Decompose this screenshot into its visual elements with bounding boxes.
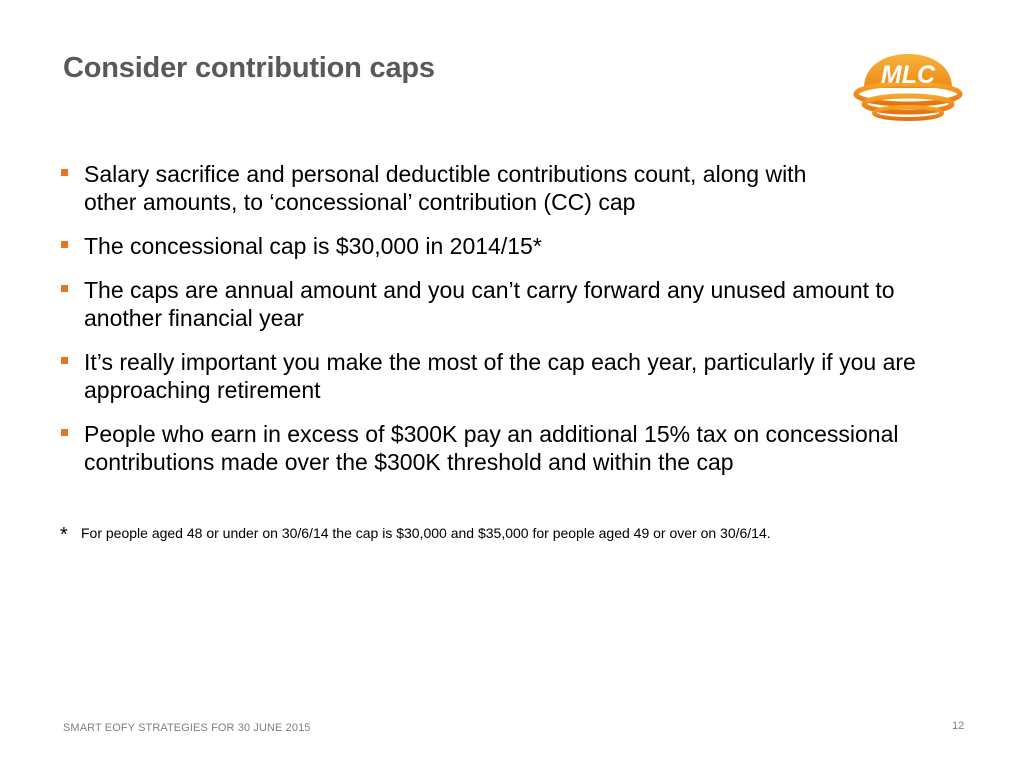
bullet-text: Salary sacrifice and personal deductible contributions count, along with other amounts, to ‘concessional’ contribution (CC) cap: [84, 161, 807, 215]
square-bullet-icon: [61, 169, 68, 176]
footer-text: SMART EOFY STRATEGIES FOR 30 JUNE 2015: [63, 722, 311, 734]
square-bullet-icon: [61, 357, 68, 364]
bullet-item: [60, 232, 970, 260]
bullet-list: [60, 160, 970, 492]
footnote: [60, 524, 1000, 547]
square-bullet-icon: [61, 241, 68, 248]
footnote-text: For people aged 48 or under on 30/6/14 the cap is $30,000 and $35,000 for people aged 49 or over on 30/6/14.: [81, 525, 771, 541]
page-number: 12: [952, 720, 965, 732]
bullet-text: People who earn in excess of $300K pay an additional 15% tax on concessional contributions made over the $300K threshold and within the cap: [84, 421, 899, 475]
square-bullet-icon: [61, 285, 68, 292]
bullet-item: [60, 276, 970, 332]
mlc-logo: [850, 44, 966, 124]
footnote-marker: *: [60, 524, 68, 546]
bullet-item: [60, 420, 970, 476]
bullet-item: [60, 160, 970, 216]
bullet-text: The concessional cap is $30,000 in 2014/15*: [84, 233, 542, 259]
bullet-item: [60, 348, 970, 404]
bullet-text: It’s really important you make the most of the cap each year, particularly if you are approaching retirement: [84, 349, 916, 403]
bullet-text: The caps are annual amount and you can’t carry forward any unused amount to another financial year: [84, 277, 895, 331]
square-bullet-icon: [61, 429, 68, 436]
slide-title: Consider contribution caps: [63, 52, 435, 84]
mlc-logo-text: MLC: [880, 61, 936, 89]
